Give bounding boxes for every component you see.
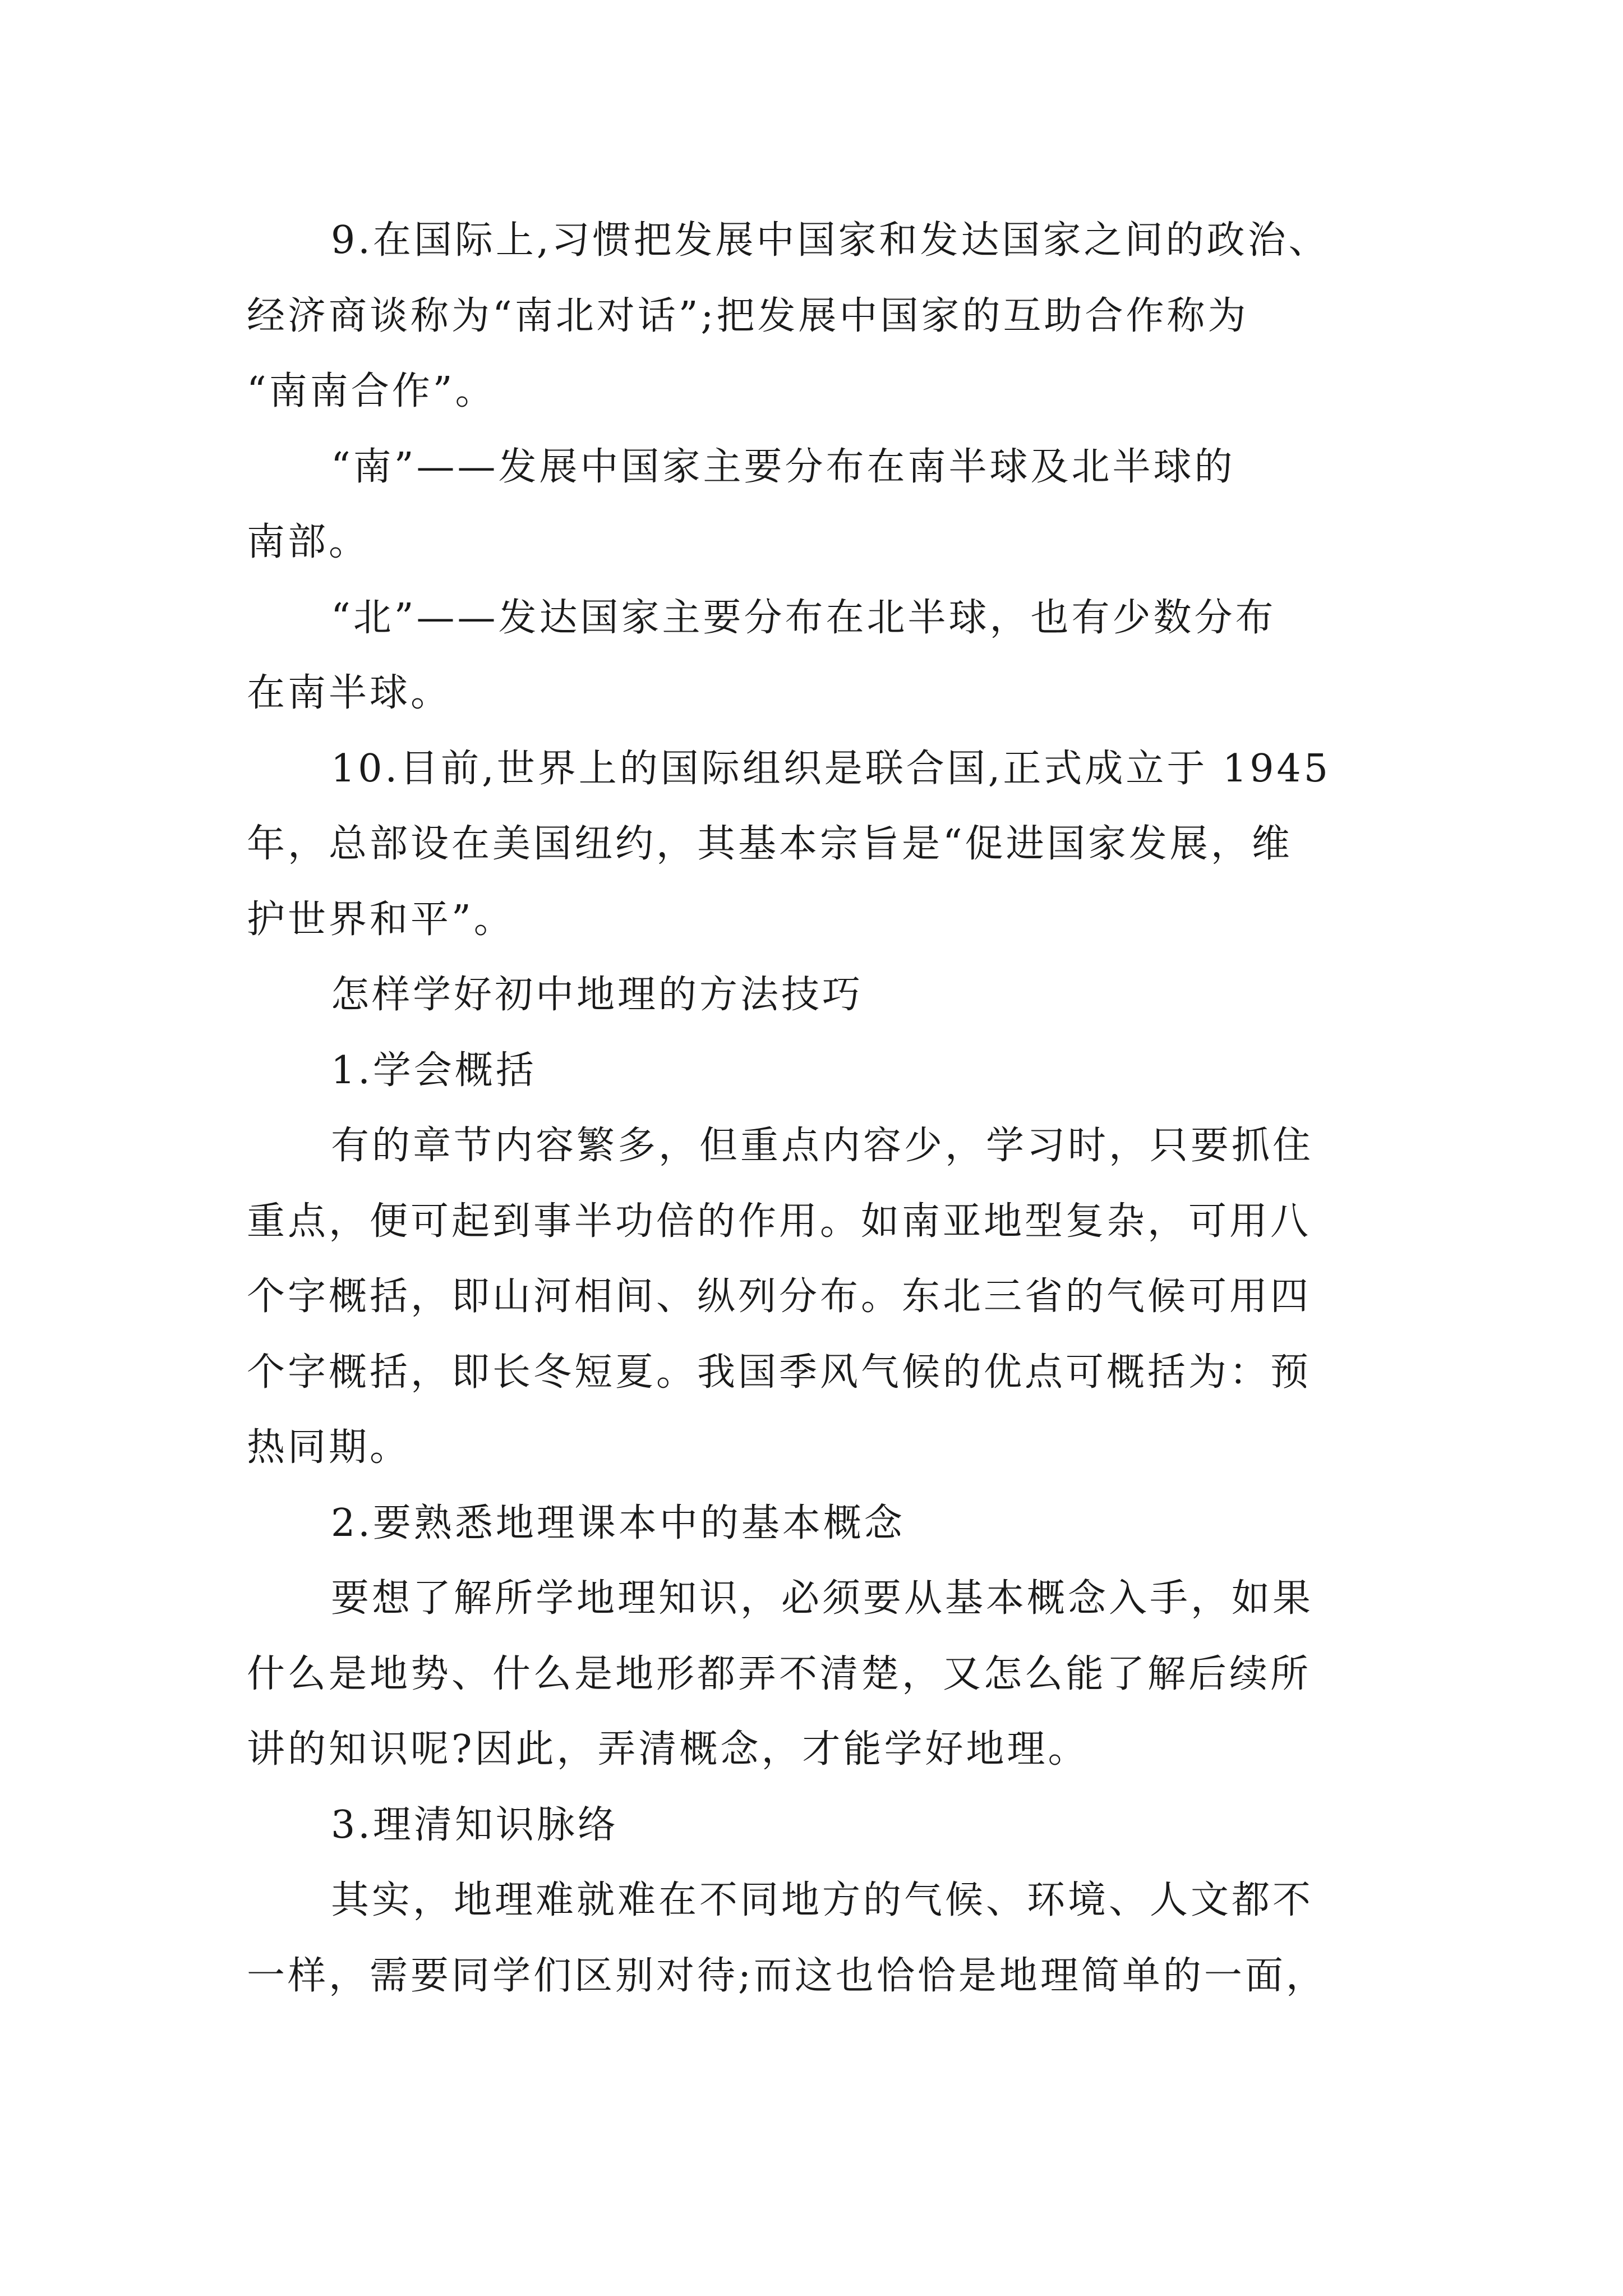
- text-line: 3.理清知识脉络: [331, 1802, 619, 1847]
- text-line: “南南合作”。: [247, 369, 496, 413]
- text-line: 在南半球。: [247, 671, 452, 715]
- text-line: 年，总部设在美国纽约，其基本宗旨是“促进国家发展，维: [247, 822, 1293, 866]
- text-line: 热同期。: [247, 1425, 411, 1470]
- text-line: 重点，便可起到事半功倍的作用。如南亚地型复杂，可用八: [247, 1199, 1312, 1244]
- text-line: 个字概括，即山河相间、纵列分布。东北三省的气候可用四: [247, 1274, 1312, 1319]
- text-line: 2.要熟悉地理课本中的基本概念: [331, 1501, 905, 1545]
- text-line: 什么是地势、什么是地形都弄不清楚，又怎么能了解后续所: [247, 1651, 1312, 1696]
- text-line: 9.在国际上,习惯把发展中国家和发达国家之间的政治、: [331, 218, 1330, 263]
- body-text: [247, 203, 1396, 2014]
- text-line: 要想了解所学地理知识，必须要从基本概念入手，如果: [331, 1576, 1314, 1621]
- text-line: 一样，需要同学们区别对待;而这也恰恰是地理简单的一面，: [247, 1953, 1327, 1998]
- text-line: 个字概括，即长冬短夏。我国季风气候的优点可概括为：预: [247, 1350, 1312, 1395]
- text-line: 南部。: [247, 520, 370, 564]
- text-line: 10.目前,世界上的国际组织是联合国,正式成立于 1945: [331, 746, 1331, 791]
- text-line: 1.学会概括: [331, 1048, 537, 1093]
- text-line: 经济商谈称为“南北对话”;把发展中国家的互助合作称为: [247, 293, 1249, 338]
- text-line: 其实，地理难就难在不同地方的气候、环境、人文都不: [331, 1878, 1314, 1922]
- text-line: “南”——发展中国家主要分布在南半球及北半球的: [331, 444, 1235, 489]
- text-line: “北”——发达国家主要分布在北半球，也有少数分布: [331, 595, 1276, 640]
- text-line: 护世界和平”。: [247, 897, 515, 942]
- text-line: 有的章节内容繁多，但重点内容少，学习时，只要抓住: [331, 1124, 1314, 1168]
- text-line: 讲的知识呢?因此，弄清概念，才能学好地理。: [247, 1727, 1089, 1772]
- text-line: 怎样学好初中地理的方法技巧: [331, 973, 864, 1017]
